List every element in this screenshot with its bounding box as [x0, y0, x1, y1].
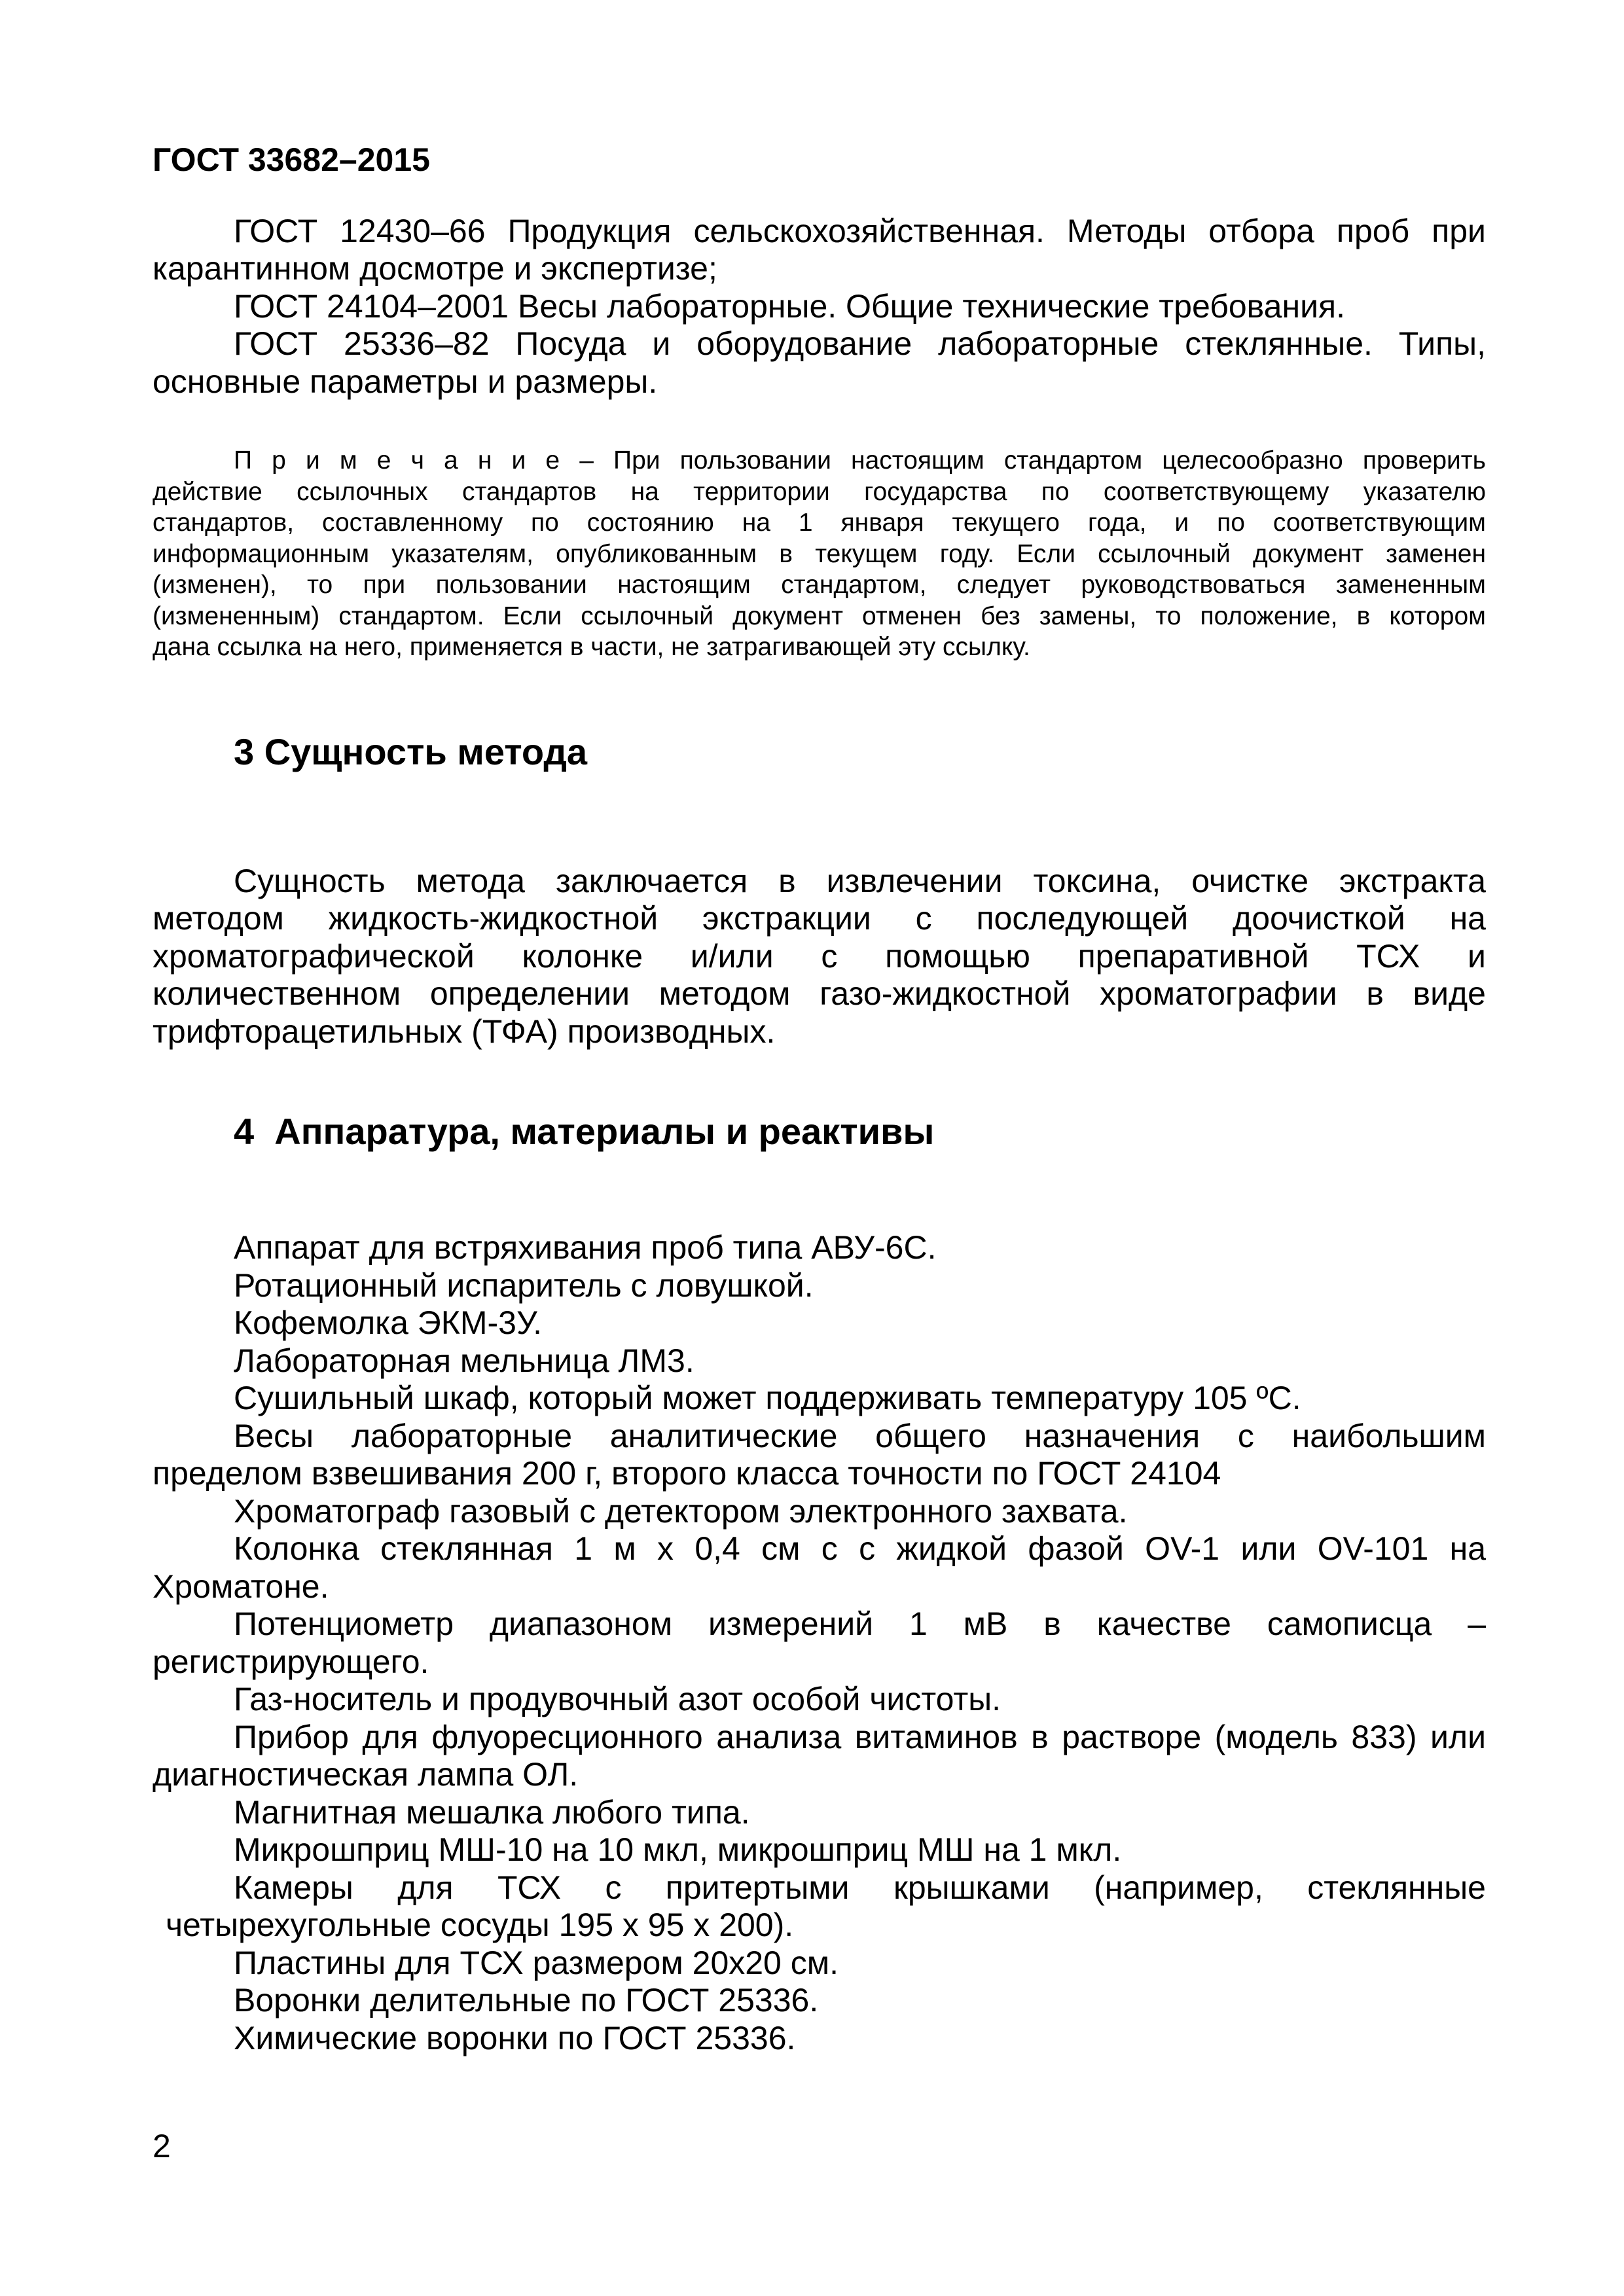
list-item-line: Магнитная мешалка любого типа.	[234, 1793, 750, 1831]
text-column	[153, 0, 1486, 2166]
list-item-line: Химические воронки по ГОСТ 25336.	[234, 2019, 796, 2056]
page-number: 2	[153, 2128, 171, 2164]
list-item-line: Газ-носитель и продувочный азот особой чистоты.	[234, 1681, 1001, 1717]
section-4-list	[153, 1229, 1486, 2057]
reference-line: ГОСТ 12430–66 Продукция сельскохозяйственная. Методы отбора проб при	[234, 212, 1486, 249]
section-4-heading: 4 Аппаратура, материалы и реактивы	[234, 1111, 935, 1152]
list-item-line: Потенциометр диапазоном измерений 1 мВ в качестве самописца –	[234, 1605, 1486, 1642]
reference-line: ГОСТ 24104–2001 Весы лабораторные. Общие технические требования.	[234, 287, 1345, 325]
list-item-line: Ротационный испаритель с ловушкой.	[234, 1266, 814, 1304]
list-item-line: Весы лабораторные аналитические общего назначения с наибольшим	[234, 1417, 1486, 1454]
reference-line: карантинном досмотре и экспертизе;	[153, 250, 717, 287]
list-item-line: Микрошприц МШ-10 на 10 мкл, микрошприц МШ на 1 мкл.	[234, 1831, 1122, 1868]
note-line: (измененным) стандартом. Если ссылочный документ отменен без замены, то положение, в котором	[153, 601, 1486, 630]
paragraph-line: хроматографической колонке и/или с помощью препаративной ТСХ и	[153, 937, 1486, 975]
list-item-line: диагностическая лампа ОЛ.	[153, 1756, 579, 1793]
list-item-line: Аппарат для встряхивания проб типа АВУ-6С.	[234, 1229, 937, 1266]
list-item-line: Лабораторная мельница ЛМ3.	[234, 1342, 695, 1379]
list-item-line: пределом взвешивания 200 г, второго класса точности по ГОСТ 24104	[153, 1455, 1221, 1492]
list-item-line: Хроматоне.	[153, 1568, 329, 1605]
section-3-paragraph	[153, 863, 1486, 1051]
section-3-heading: 3 Сущность метода	[234, 730, 588, 772]
paragraph-line: количественном определении методом газо-жидкостной хроматографии в виде	[153, 975, 1486, 1012]
note-line: информационным указателям, опубликованным в текущем году. Если ссылочный документ заменен	[153, 539, 1486, 568]
list-item-line: Камеры для ТСХ с притертыми крышками (например, стеклянные	[234, 1869, 1486, 1906]
list-item-line: Пластины для ТСХ размером 20х20 см.	[234, 1944, 839, 1981]
paragraph-line: трифторацетильных (ТФА) производных.	[153, 1013, 776, 1050]
note-line: П р и м е ч а н и е – При пользовании настоящим стандартом целесообразно проверить	[234, 446, 1486, 475]
list-item-line: Воронки делительные по ГОСТ 25336.	[234, 1982, 819, 2018]
note-line: дана ссылка на него, применяется в части, не затрагивающей эту ссылку.	[153, 633, 1030, 661]
list-item-line: Хроматограф газовый с детектором электронного захвата.	[234, 1492, 1128, 1530]
paragraph-line: методом жидкость-жидкостной экстракции с последующей доочисткой на	[153, 900, 1486, 937]
list-item-line: четырехугольные сосуды 195 х 95 х 200).	[166, 1907, 794, 1943]
paragraph-line: Сущность метода заключается в извлечении токсина, очистке экстракта	[234, 862, 1486, 899]
note-line: стандартов, составленному по состоянию на 1 января текущего года, и по соответствующим	[153, 509, 1486, 537]
references-section	[153, 213, 1486, 401]
list-item-line: Сушильный шкаф, который может поддерживать температуру 105 ºС.	[234, 1380, 1301, 1416]
list-item-line: Кофемолка ЭКМ-3У.	[234, 1304, 542, 1341]
list-item-line: Прибор для флуоресционного анализа витаминов в растворе (модель 833) или	[234, 1718, 1486, 1755]
reference-line: основные параметры и размеры.	[153, 363, 658, 400]
document-header: ГОСТ 33682–2015	[153, 141, 430, 178]
reference-line: ГОСТ 25336–82 Посуда и оборудование лабораторные стеклянные. Типы,	[234, 325, 1486, 362]
note-line: действие ссылочных стандартов на территории государства по соответствующему указателю	[153, 477, 1486, 506]
list-item-line: регистрирующего.	[153, 1643, 429, 1680]
note-line: (изменен), то при пользовании настоящим стандартом, следует руководствоваться замененным	[153, 571, 1486, 599]
note-block	[153, 445, 1486, 663]
list-item-line: Колонка стеклянная 1 м х 0,4 см с с жидкой фазой OV-1 или OV-101 на	[234, 1530, 1486, 1567]
